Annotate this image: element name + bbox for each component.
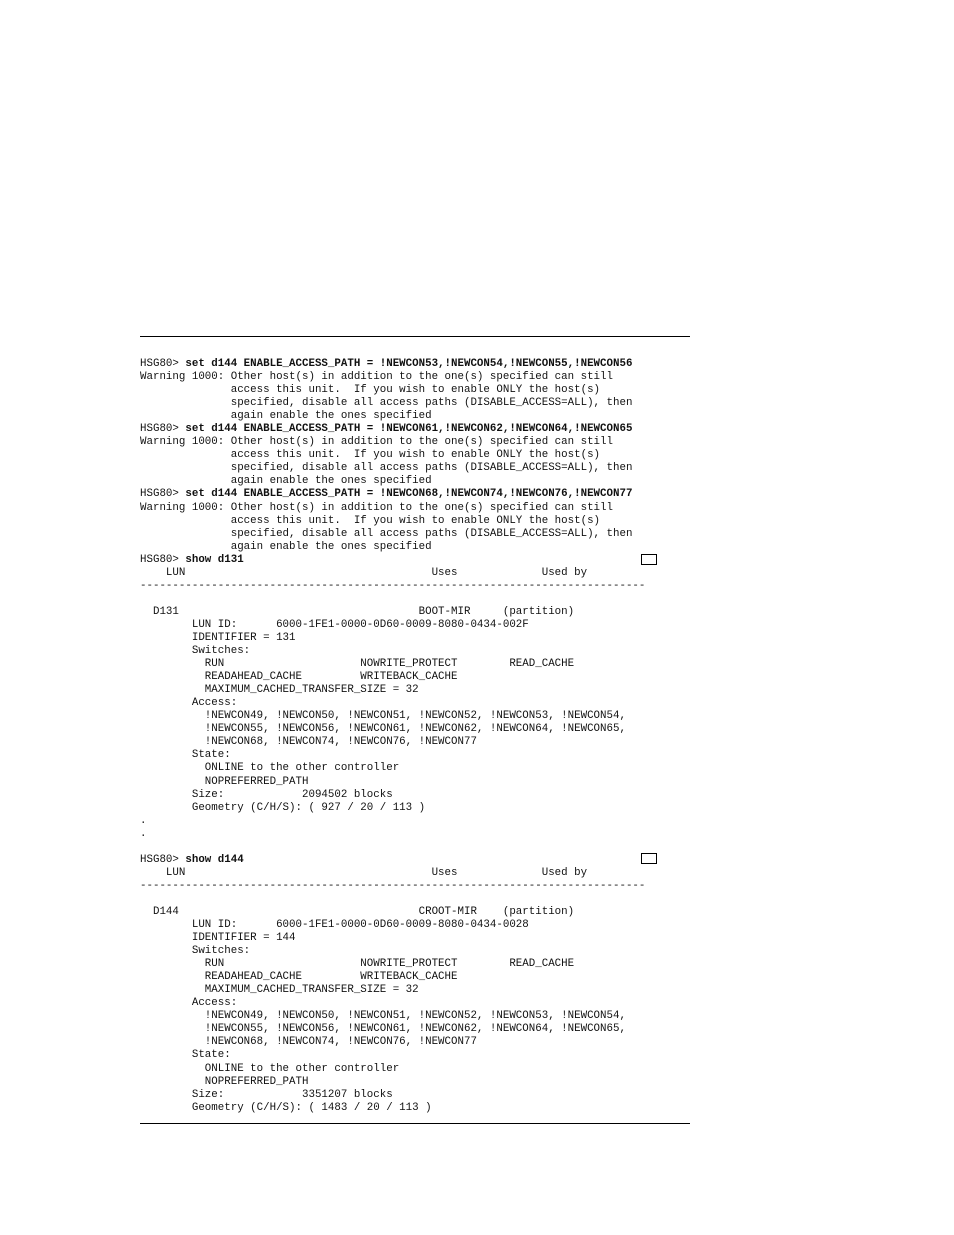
output-line: [140, 762, 680, 775]
output-text: access this unit. If you wish to enable ONLY the host(s): [140, 384, 601, 397]
output-line: [140, 710, 680, 723]
output-line: [140, 593, 680, 606]
output-line: [140, 1076, 680, 1089]
output-line: [140, 945, 680, 958]
output-text: State:: [140, 1049, 231, 1062]
output-text: D131 BOOT-MIR (partition): [140, 605, 575, 618]
output-text: .: [140, 814, 147, 827]
prompt: HSG80>: [140, 423, 186, 436]
output-text: Warning 1000: Other host(s) in addition to the one(s) specified can still: [140, 371, 613, 384]
output-line: [140, 971, 680, 984]
output-text: ------------------------------------------------------------------------------: [140, 879, 646, 892]
output-text: IDENTIFIER = 144: [140, 932, 296, 945]
output-text: RUN NOWRITE_PROTECT READ_CACHE: [140, 958, 575, 971]
output-line: [140, 515, 680, 528]
output-line: [140, 645, 680, 658]
output-line: [140, 475, 680, 488]
output-text: Warning 1000: Other host(s) in addition to the one(s) specified can still: [140, 501, 613, 514]
output-line: [140, 906, 680, 919]
output-text: !NEWCON68, !NEWCON74, !NEWCON76, !NEWCON77: [140, 736, 477, 749]
prompt: HSG80>: [140, 488, 186, 501]
output-line: [140, 932, 680, 945]
output-line: [140, 436, 680, 449]
output-line: [140, 841, 680, 854]
top-rule: [140, 336, 690, 337]
output-line: [140, 736, 680, 749]
output-text: Size: 3351207 blocks: [140, 1088, 393, 1101]
output-line: [140, 580, 680, 593]
output-line: [140, 658, 680, 671]
output-text: again enable the ones specified: [140, 410, 432, 423]
output-text: ONLINE to the other controller: [140, 1062, 400, 1075]
output-text: !NEWCON68, !NEWCON74, !NEWCON76, !NEWCON77: [140, 1036, 477, 1049]
output-line: [140, 776, 680, 789]
output-line: [140, 671, 680, 684]
output-line: [140, 371, 680, 384]
output-line: [140, 462, 680, 475]
output-text: access this unit. If you wish to enable ONLY the host(s): [140, 514, 601, 527]
output-text: Switches:: [140, 945, 251, 958]
output-line: [140, 867, 680, 880]
output-text: !NEWCON55, !NEWCON56, !NEWCON61, !NEWCON62, !NEWCON64, !NEWCON65,: [140, 723, 626, 736]
output-text: !NEWCON49, !NEWCON50, !NEWCON51, !NEWCON52, !NEWCON53, !NEWCON54,: [140, 710, 626, 723]
command-text: show d144: [185, 853, 244, 866]
callout-box: [641, 554, 657, 565]
output-text: MAXIMUM_CACHED_TRANSFER_SIZE = 32: [140, 684, 419, 697]
output-text: D144 CROOT-MIR (partition): [140, 905, 575, 918]
output-line: [140, 449, 680, 462]
output-text: ------------------------------------------------------------------------------: [140, 579, 646, 592]
output-line: [140, 1089, 680, 1102]
command-line: [140, 423, 680, 436]
terminal-transcript: [140, 358, 680, 1115]
output-line: [140, 997, 680, 1010]
output-text: Access:: [140, 997, 238, 1010]
output-text: Geometry (C/H/S): ( 927 / 20 / 113 ): [140, 801, 426, 814]
output-line: [140, 502, 680, 515]
command-line: [140, 554, 680, 567]
output-text: LUN ID: 6000-1FE1-0000-0D60-0009-8080-0434-0028: [140, 919, 529, 932]
output-text: !NEWCON55, !NEWCON56, !NEWCON61, !NEWCON62, !NEWCON64, !NEWCON65,: [140, 1023, 626, 1036]
output-line: [140, 749, 680, 762]
output-line: [140, 619, 680, 632]
output-text: IDENTIFIER = 131: [140, 631, 296, 644]
command-text: set d144 ENABLE_ACCESS_PATH = !NEWCON61,!NEWCON62,!NEWCON64,!NEWCON65: [185, 423, 633, 436]
output-line: [140, 1010, 680, 1023]
command-line: [140, 358, 680, 371]
output-text: again enable the ones specified: [140, 540, 432, 553]
prompt: HSG80>: [140, 358, 186, 370]
output-line: [140, 723, 680, 736]
output-line: [140, 1036, 680, 1049]
command-text: show d131: [185, 553, 244, 566]
output-line: [140, 958, 680, 971]
output-text: Size: 2094502 blocks: [140, 788, 393, 801]
output-line: [140, 567, 680, 580]
output-text: Access:: [140, 697, 238, 710]
output-line: [140, 606, 680, 619]
command-line: [140, 488, 680, 501]
output-text: again enable the ones specified: [140, 475, 432, 488]
prompt: HSG80>: [140, 553, 186, 566]
output-text: specified, disable all access paths (DISABLE_ACCESS=ALL), then: [140, 527, 633, 540]
output-text: Warning 1000: Other host(s) in addition to the one(s) specified can still: [140, 436, 613, 449]
output-line: [140, 1102, 680, 1115]
output-text: !NEWCON49, !NEWCON50, !NEWCON51, !NEWCON52, !NEWCON53, !NEWCON54,: [140, 1010, 626, 1023]
output-text: access this unit. If you wish to enable ONLY the host(s): [140, 449, 601, 462]
output-text: MAXIMUM_CACHED_TRANSFER_SIZE = 32: [140, 984, 419, 997]
output-text: specified, disable all access paths (DISABLE_ACCESS=ALL), then: [140, 397, 633, 410]
command-text: set d144 ENABLE_ACCESS_PATH = !NEWCON68,!NEWCON74,!NEWCON76,!NEWCON77: [185, 488, 633, 501]
output-line: [140, 802, 680, 815]
output-text: .: [140, 827, 147, 840]
output-line: [140, 880, 680, 893]
output-text: LUN Uses Used by: [140, 566, 588, 579]
output-line: [140, 1049, 680, 1062]
output-line: [140, 410, 680, 423]
output-line: [140, 893, 680, 906]
output-line: [140, 828, 680, 841]
output-line: [140, 697, 680, 710]
output-line: [140, 1023, 680, 1036]
output-text: NOPREFERRED_PATH: [140, 775, 309, 788]
output-line: [140, 919, 680, 932]
output-text: Geometry (C/H/S): ( 1483 / 20 / 113 ): [140, 1101, 432, 1114]
output-line: [140, 984, 680, 997]
output-text: READAHEAD_CACHE WRITEBACK_CACHE: [140, 671, 458, 684]
output-line: [140, 397, 680, 410]
output-line: [140, 528, 680, 541]
output-text: Switches:: [140, 645, 251, 658]
output-line: [140, 632, 680, 645]
output-text: State:: [140, 749, 231, 762]
prompt: HSG80>: [140, 853, 186, 866]
output-line: [140, 1063, 680, 1076]
output-text: NOPREFERRED_PATH: [140, 1075, 309, 1088]
callout-box: [641, 853, 657, 864]
output-text: ONLINE to the other controller: [140, 762, 400, 775]
output-line: [140, 815, 680, 828]
output-text: READAHEAD_CACHE WRITEBACK_CACHE: [140, 971, 458, 984]
output-line: [140, 684, 680, 697]
output-text: specified, disable all access paths (DISABLE_ACCESS=ALL), then: [140, 462, 633, 475]
command-line: [140, 854, 680, 867]
output-line: [140, 789, 680, 802]
output-text: RUN NOWRITE_PROTECT READ_CACHE: [140, 658, 575, 671]
output-text: LUN ID: 6000-1FE1-0000-0D60-0009-8080-0434-002F: [140, 618, 529, 631]
output-line: [140, 384, 680, 397]
command-text: set d144 ENABLE_ACCESS_PATH = !NEWCON53,!NEWCON54,!NEWCON55,!NEWCON56: [185, 358, 633, 370]
bottom-rule: [140, 1123, 690, 1124]
output-line: [140, 541, 680, 554]
output-text: LUN Uses Used by: [140, 866, 588, 879]
